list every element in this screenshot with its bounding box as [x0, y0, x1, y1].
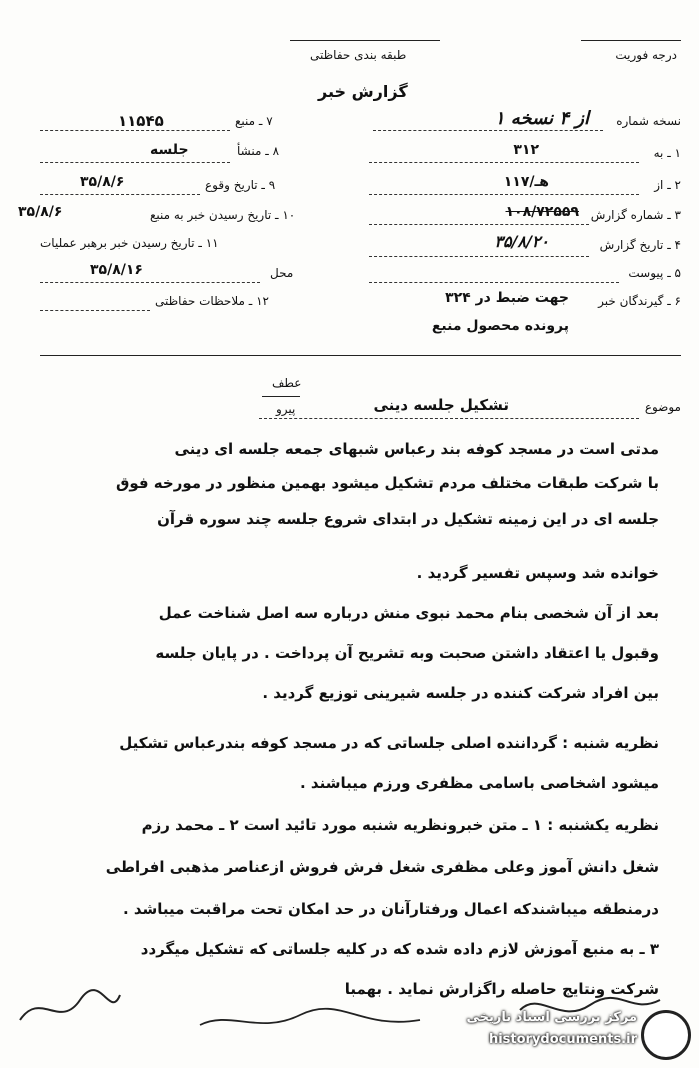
field-source-label: ۷ ـ منبع [235, 114, 273, 128]
field-origin-value: جلسه [150, 142, 189, 158]
archive-watermark [441, 1002, 691, 1062]
archive-logo-icon [641, 1010, 691, 1060]
field-source-value: ۱۱۵۴۵ [118, 112, 164, 130]
body-line: بعد از آن شخصی بنام محمد نبوی منش درباره سه اصل شناخت عمل [158, 604, 659, 622]
body-line: جلسه ای در این زمینه تشکیل در ابتدای شروع جلسه چند سوره قرآن [157, 510, 659, 528]
field-event-date-value: ۳۵/۸/۶ [80, 174, 125, 190]
field-to-label: ۱ ـ به [653, 146, 681, 160]
field-to-value: ۳۱۲ [513, 142, 539, 158]
field-received-date-label: ۱۰ ـ تاریخ رسیدن خبر به منبع [150, 208, 296, 222]
body-line: با شرکت طبقات مختلف مردم تشکیل میشود بهمین منظور در مورخه فوق [115, 474, 659, 492]
field-event-date-label: ۹ ـ تاریخ وقوع [205, 178, 276, 192]
subject-label: موضوع [644, 400, 681, 414]
field-received-date-value: ۳۵/۸/۶ [18, 204, 63, 220]
field-report-date-label: ۴ ـ تاریخ گزارش [599, 238, 681, 252]
field-place-value: ۳۵/۸/۱۶ [90, 262, 143, 278]
file-note: پرونده محصول منبع [431, 318, 569, 334]
archive-name: مرکز بررسی اسناد تاریخی [466, 1010, 637, 1025]
field-recipients-value: ۳۲۴ جهت ضبط در [445, 290, 569, 306]
body-line: مدتی است در مسجد کوفه بند رعباس شبهای جمعه جلسه ای دینی [174, 440, 659, 458]
ref-peyro-label: پیرو [276, 402, 296, 416]
body-line: ۳ ـ به منبع آموزش لازم داده شده که در کلیه جلساتی که تشکیل میگردد [140, 940, 659, 958]
body-line: شغل دانش آموز وعلی مظفری شغل فرش فروش ازعناصر مذهبی افراطی [105, 858, 659, 876]
priority-rule [581, 40, 681, 41]
header-divider [40, 355, 681, 356]
field-copy-number-value: ۱ از ۴ نسخه [494, 108, 589, 129]
field-origin-label: ۸ ـ منشأ [237, 144, 280, 158]
field-ops-date-label: ۱۱ ـ تاریخ رسیدن خبر برهبر عملیات [40, 236, 219, 250]
field-recipients-label: ۶ ـ گیرندگان خبر [598, 294, 681, 308]
body-line: میشود اشخاصی باسامی مظفری ورزم میباشند . [300, 774, 659, 792]
classification-rule [290, 40, 440, 41]
field-from-label: ۲ ـ از [654, 178, 681, 192]
archive-site: historydocuments.ir [488, 1032, 637, 1047]
field-place-label: محل [270, 266, 294, 280]
classification-label: طبقه بندی حفاظتی [310, 48, 407, 62]
body-line: نظریه شنبه : گرداننده اصلی جلساتی که در مسجد کوفه بندرعباس تشکیل [119, 734, 659, 752]
field-from-value: ۱۱۷/هـ [503, 174, 549, 190]
body-line: وقبول یا اعتقاد داشتن صحبت وبه تشریح آن پرداخت . در پایان جلسه [155, 644, 659, 662]
form-title: گزارش خبر [318, 82, 408, 101]
body-line: خوانده شد وسپس تفسیر گردید . [416, 564, 659, 582]
field-attachment-label: ۵ ـ پیوست [628, 266, 681, 280]
body-line: درمنطقه میباشندکه اعمال ورفتارآنان در حد امکان تحت مراقبت میباشد . [122, 900, 659, 918]
priority-label: درجه فوریت [615, 48, 677, 62]
body-line: شرکت ونتایج حاصله راگزارش نماید . بهمبا [344, 980, 659, 998]
field-report-number-value: ۱۰۸/۷۲۵۵۹ [505, 204, 579, 220]
field-report-number-label: ۳ ـ شماره گزارش [590, 208, 681, 222]
field-security-notes-label: ۱۲ ـ ملاحظات حفاظتی [155, 294, 269, 308]
field-report-date-value: ۳۵/۸/۲۰ [494, 232, 549, 251]
ref-atf-label: عطف [272, 376, 302, 390]
subject-value: تشکیل جلسه دینی [373, 396, 509, 414]
body-line: بین افراد شرکت کننده در جلسه شیرینی توزیع گردید . [262, 684, 659, 702]
body-line: نظریه یکشنبه : ۱ ـ متن خبرونظریه شنبه مورد تائید است ۲ ـ محمد رزم [141, 816, 659, 834]
field-copy-number-label: نسخه شماره [616, 114, 681, 128]
